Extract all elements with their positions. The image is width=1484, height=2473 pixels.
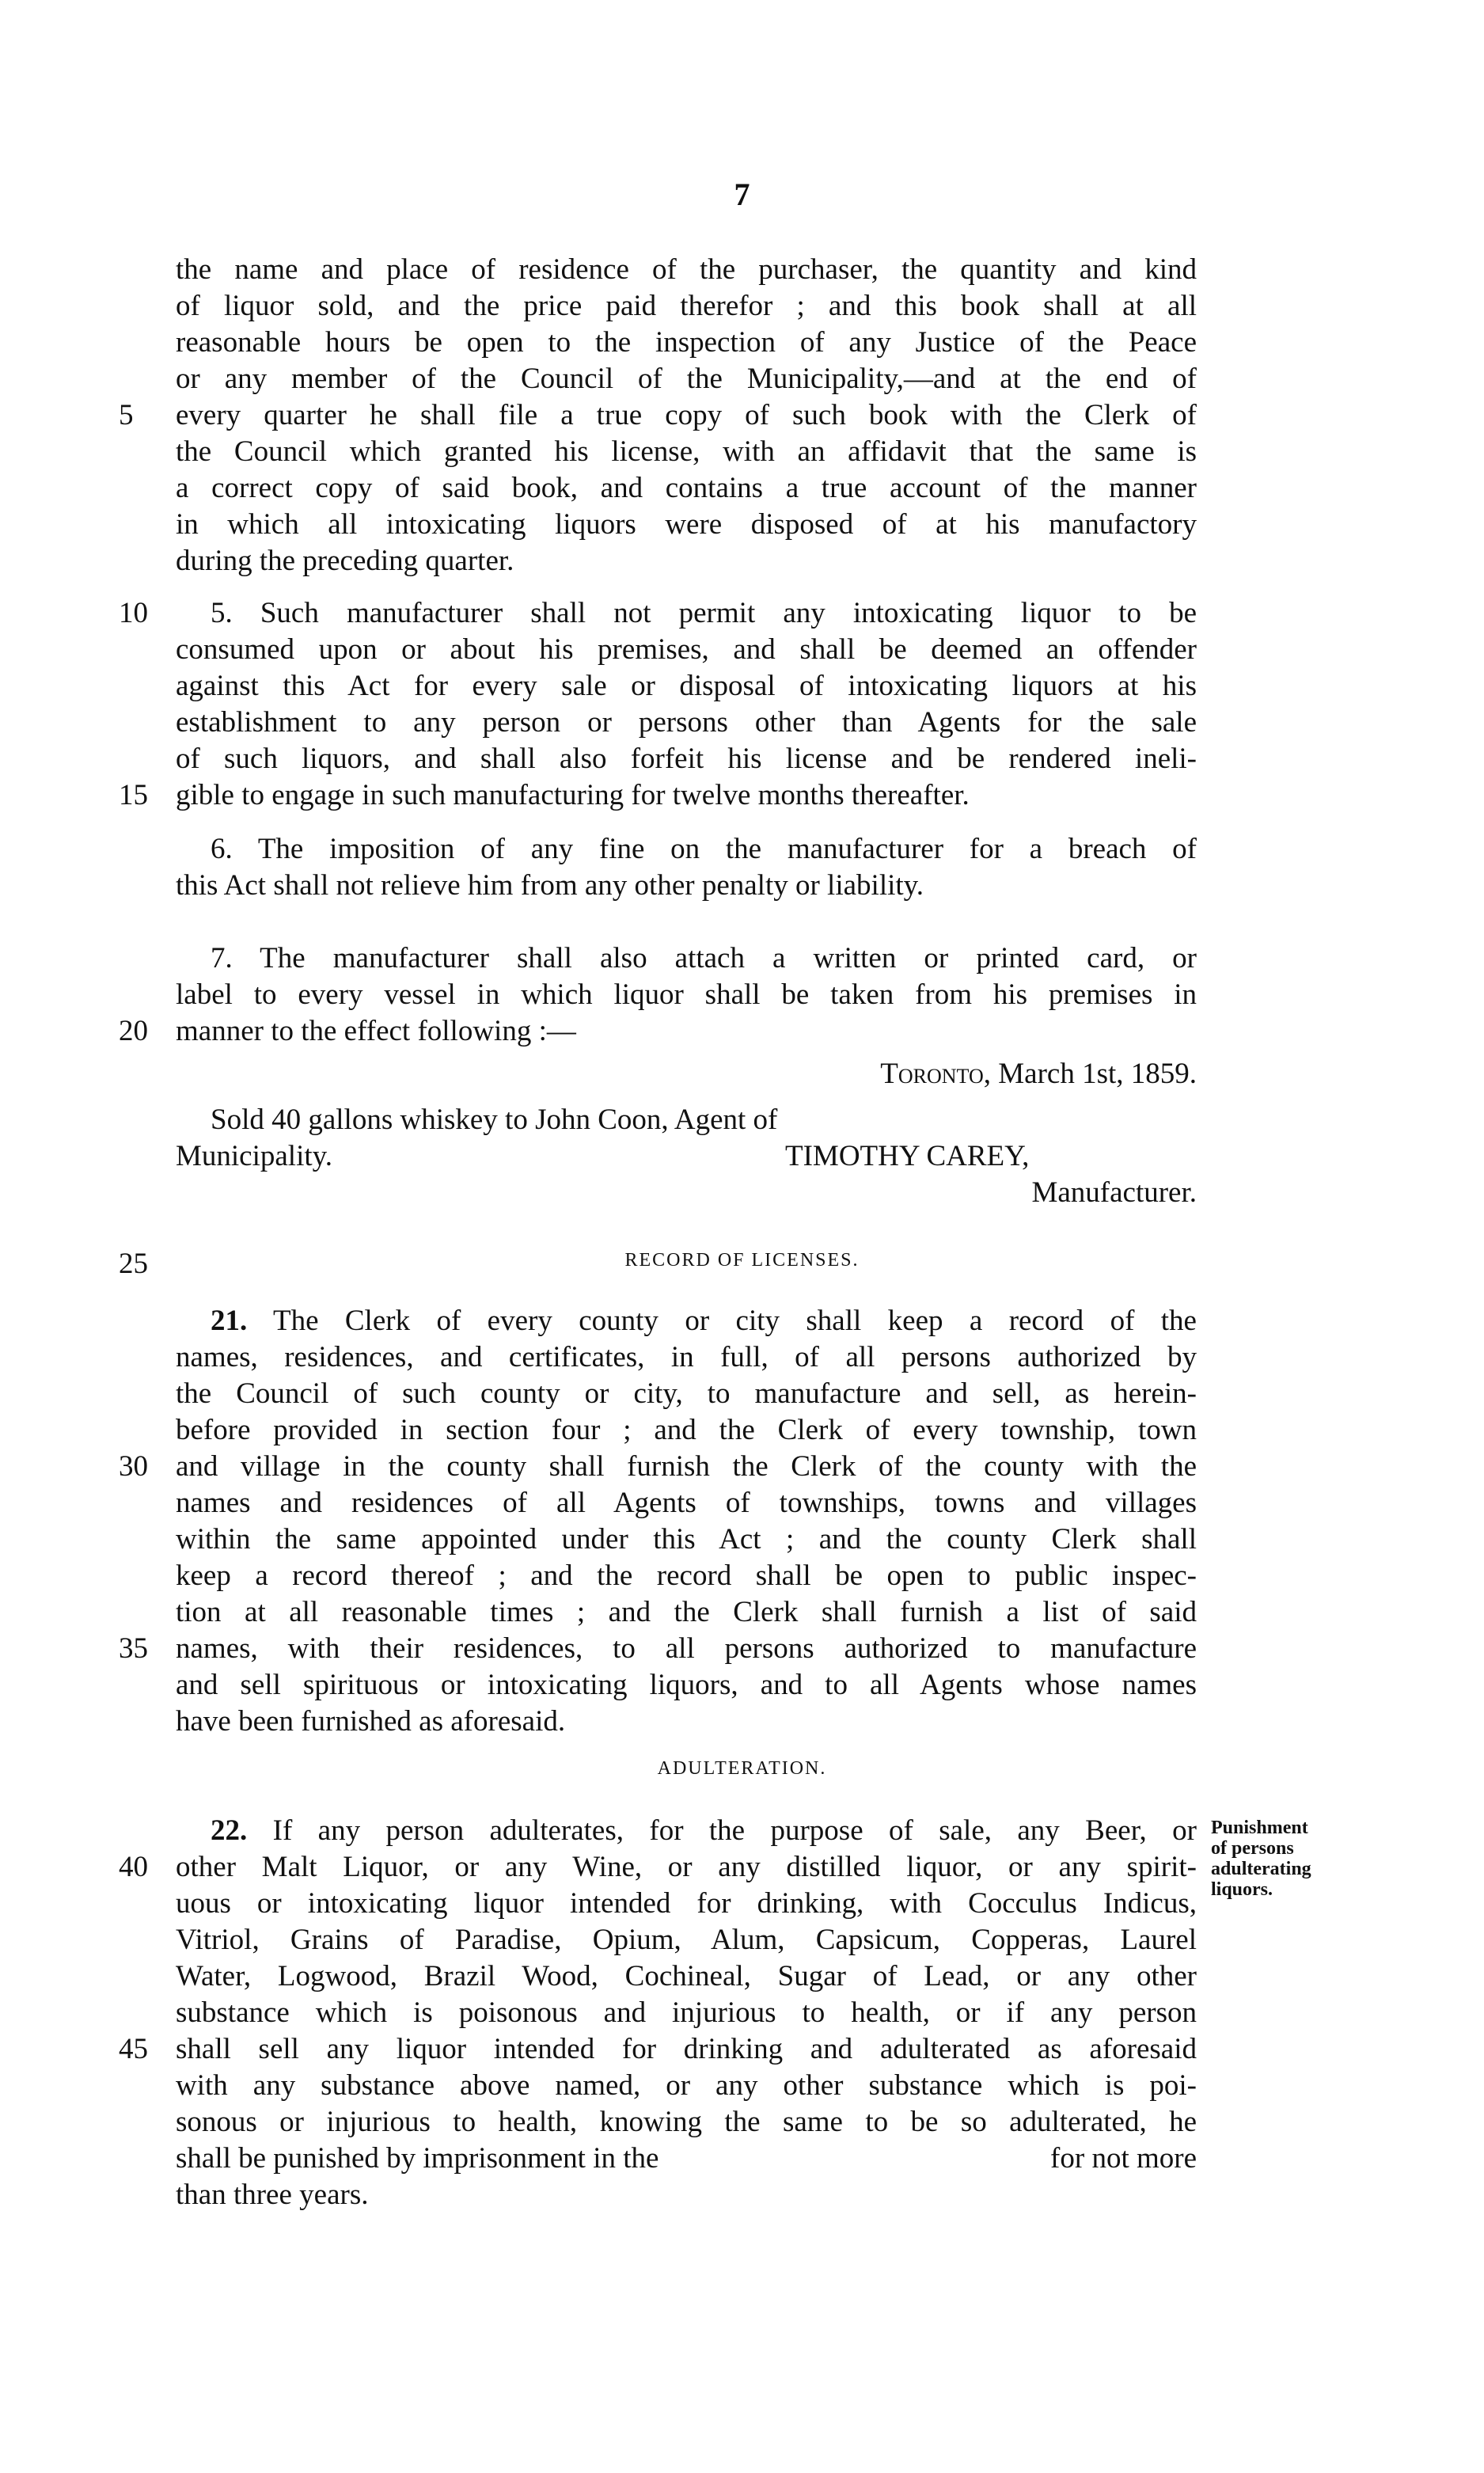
text-line: gible to engage in such manufacturing for twelve months thereafter.	[176, 779, 970, 811]
text-line	[176, 1813, 1197, 1849]
text-line: names, residences, and certificates, in full, of all persons authorized by	[176, 1341, 1197, 1373]
text-line: the Council which granted his license, with an affidavit that the same is	[176, 435, 1197, 468]
label-form	[176, 1056, 1197, 1211]
text-line: shall sell any liquor intended for drinking and adulterated as aforesaid	[176, 2033, 1197, 2065]
text-line: during the preceding quarter.	[176, 545, 514, 577]
text-line: substance which is poisonous and injurious to health, or if any person	[176, 1996, 1197, 2029]
text-line: this Act shall not relieve him from any other penalty or liability.	[176, 869, 924, 902]
form-date: March 1st, 1859.	[998, 1058, 1197, 1090]
text-line: of such liquors, and shall also forfeit his license and be rendered ineli-	[176, 743, 1197, 775]
margin-note-line: Punishment	[1211, 1818, 1308, 1838]
text-line: against this Act for every sale or disposal of intoxicating liquors at his	[176, 670, 1197, 702]
line-number: 15	[119, 779, 148, 811]
margin-note-line: liquors.	[1211, 1879, 1273, 1900]
text-line: Water, Logwood, Brazil Wood, Cochineal, Sugar of Lead, or any other	[176, 1960, 1197, 1992]
text-line: every quarter he shall file a true copy of such book with the Clerk of	[176, 399, 1197, 431]
text-line: the name and place of residence of the purchaser, the quantity and kind	[176, 253, 1197, 286]
line-number: 25	[119, 1248, 148, 1280]
paragraph-intro	[176, 252, 1197, 579]
page-number: 7	[734, 177, 750, 212]
form-signature-line	[176, 1138, 1197, 1175]
text-line: keep a record thereof ; and the record shall be open to public inspec-	[176, 1559, 1197, 1592]
line-number: 20	[119, 1015, 148, 1047]
line-number: 5	[119, 399, 134, 431]
text-line: 7. The manufacturer shall also attach a written or printed card, or	[211, 942, 1197, 974]
text-line-content: The Clerk of every county or city shall keep a record of the	[272, 1305, 1197, 1337]
text-line: a correct copy of said book, and contains a true account of the manner	[176, 472, 1197, 504]
section-number: 22.	[211, 1814, 248, 1847]
form-place: Toronto,	[880, 1058, 991, 1090]
text-line: uous or intoxicating liquor intended for drinking, with Cocculus Indicus,	[176, 1887, 1197, 1920]
form-signer: TIMOTHY CAREY,	[785, 1140, 1030, 1172]
text-line: before provided in section four ; and the Clerk of every township, town	[176, 1414, 1197, 1446]
text-line: and village in the county shall furnish the Clerk of the county with the	[176, 1450, 1197, 1483]
form-sold-line: Sold 40 gallons whiskey to John Coon, Agent of	[211, 1104, 778, 1136]
heading-adulteration: ADULTERATION.	[657, 1758, 827, 1779]
paragraph-6	[176, 831, 1197, 904]
text-line: than three years.	[176, 2179, 369, 2211]
margin-note-line: of persons	[1211, 1838, 1294, 1859]
text-line: reasonable hours be open to the inspection of any Justice of the Peace	[176, 326, 1197, 359]
text-line: the Council of such county or city, to manufacture and sell, as herein-	[176, 1377, 1197, 1410]
text-line: 5. Such manufacturer shall not permit any intoxicating liquor to be	[211, 597, 1197, 629]
paragraph-5	[176, 595, 1197, 814]
text-line: other Malt Liquor, or any Wine, or any distilled liquor, or any spirit-	[176, 1851, 1197, 1883]
text-line-content: for not more	[1050, 2142, 1197, 2175]
text-line: consumed upon or about his premises, and shall be deemed an offender	[176, 633, 1197, 666]
margin-note	[1211, 1818, 1369, 1900]
text-line	[176, 1303, 1197, 1339]
text-line-content: If any person adulterates, for the purpose of sale, any Beer, or	[272, 1814, 1197, 1847]
text-line: names and residences of all Agents of townships, towns and villages	[176, 1487, 1197, 1519]
text-line: have been furnished as aforesaid.	[176, 1705, 566, 1738]
section-22	[176, 1813, 1197, 2213]
line-number: 10	[119, 597, 148, 629]
text-line: sonous or injurious to health, knowing the same to be so adulterated, he	[176, 2106, 1197, 2138]
paragraph-7	[176, 940, 1197, 1050]
text-line: in which all intoxicating liquors were disposed of at his manufactory	[176, 508, 1197, 541]
text-line: or any member of the Council of the Municipality,—and at the end of	[176, 363, 1197, 395]
text-line: establishment to any person or persons other than Agents for the sale	[176, 706, 1197, 739]
text-line: within the same appointed under this Act ; and the county Clerk shall	[176, 1523, 1197, 1556]
line-number: 45	[119, 2033, 148, 2065]
text-line: 6. The imposition of any fine on the manufacturer for a breach of	[211, 833, 1197, 865]
text-line: label to every vessel in which liquor shall be taken from his premises in	[176, 978, 1197, 1011]
section-number: 21.	[211, 1305, 248, 1337]
text-line-content: shall be punished by imprisonment in the	[176, 2142, 659, 2175]
text-line: of liquor sold, and the price paid therefor ; and this book shall at all	[176, 290, 1197, 322]
text-line: manner to the effect following :—	[176, 1015, 576, 1047]
text-line: tion at all reasonable times ; and the Clerk shall furnish a list of said	[176, 1596, 1197, 1628]
text-line	[176, 2141, 1197, 2177]
text-line: and sell spirituous or intoxicating liquors, and to all Agents whose names	[176, 1669, 1197, 1701]
section-21	[176, 1303, 1197, 1740]
text-line: names, with their residences, to all persons authorized to manufacture	[176, 1632, 1197, 1665]
line-number: 35	[119, 1632, 148, 1665]
text-line: Vitriol, Grains of Paradise, Opium, Alum, Capsicum, Copperas, Laurel	[176, 1924, 1197, 1956]
form-signer-title: Manufacturer.	[1031, 1176, 1197, 1209]
line-number: 30	[119, 1450, 148, 1483]
text-line: with any substance above named, or any other substance which is poi-	[176, 2069, 1197, 2102]
margin-note-line: adulterating	[1211, 1859, 1311, 1879]
form-date-line	[176, 1056, 1197, 1092]
heading-record-of-licenses: RECORD OF LICENSES.	[624, 1250, 860, 1271]
form-municipality: Municipality.	[176, 1140, 332, 1172]
line-number: 40	[119, 1851, 148, 1883]
